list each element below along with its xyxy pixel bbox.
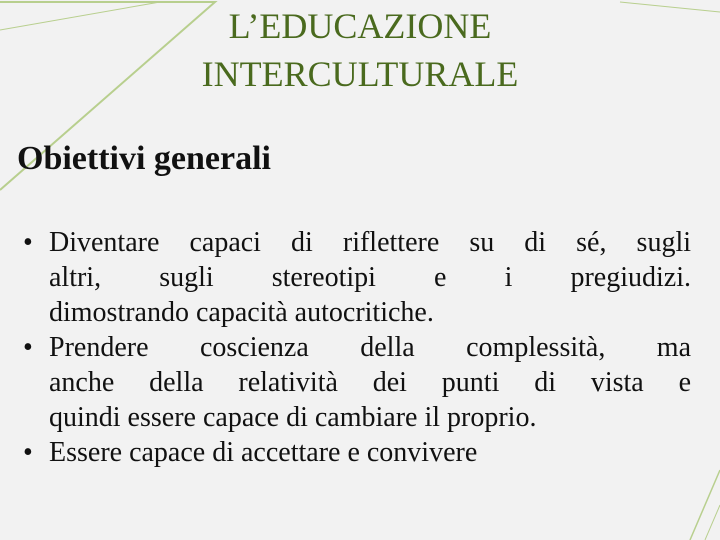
bullet-marker: • bbox=[23, 332, 33, 363]
bullet-line: Essere capace di accettare e convivere bbox=[49, 437, 478, 468]
bullet-line: quindi essere capace di cambiare il proprio. bbox=[49, 402, 537, 433]
slide-title-line-1: L’EDUCAZIONE bbox=[228, 6, 492, 46]
bullet-line: Prendere coscienza della complessità, ma bbox=[49, 332, 691, 363]
bullet-line: anche della relatività dei punti di vista e bbox=[49, 367, 691, 398]
bullet-item bbox=[23, 435, 691, 470]
slide-title bbox=[150, 2, 570, 98]
bullet-marker: • bbox=[23, 227, 33, 258]
bullet-item bbox=[23, 225, 691, 330]
section-heading: Obiettivi generali bbox=[17, 140, 272, 177]
bullet-list bbox=[23, 225, 691, 470]
slide-title-line-2: INTERCULTURALE bbox=[201, 54, 519, 94]
bottom-right-decorative-line bbox=[690, 470, 720, 540]
top-left-thin-line bbox=[0, 2, 160, 30]
bullet-line: Diventare capaci di riflettere su di sé, sugli bbox=[49, 227, 691, 258]
bottom-right-thin-line bbox=[705, 505, 720, 540]
bullet-item bbox=[23, 330, 691, 435]
top-right-thin-line bbox=[620, 2, 720, 12]
bullet-line: dimostrando capacità autocritiche. bbox=[49, 297, 434, 328]
bullet-marker: • bbox=[23, 437, 33, 468]
bullet-line: altri, sugli stereotipi e i pregiudizi. bbox=[49, 262, 691, 293]
